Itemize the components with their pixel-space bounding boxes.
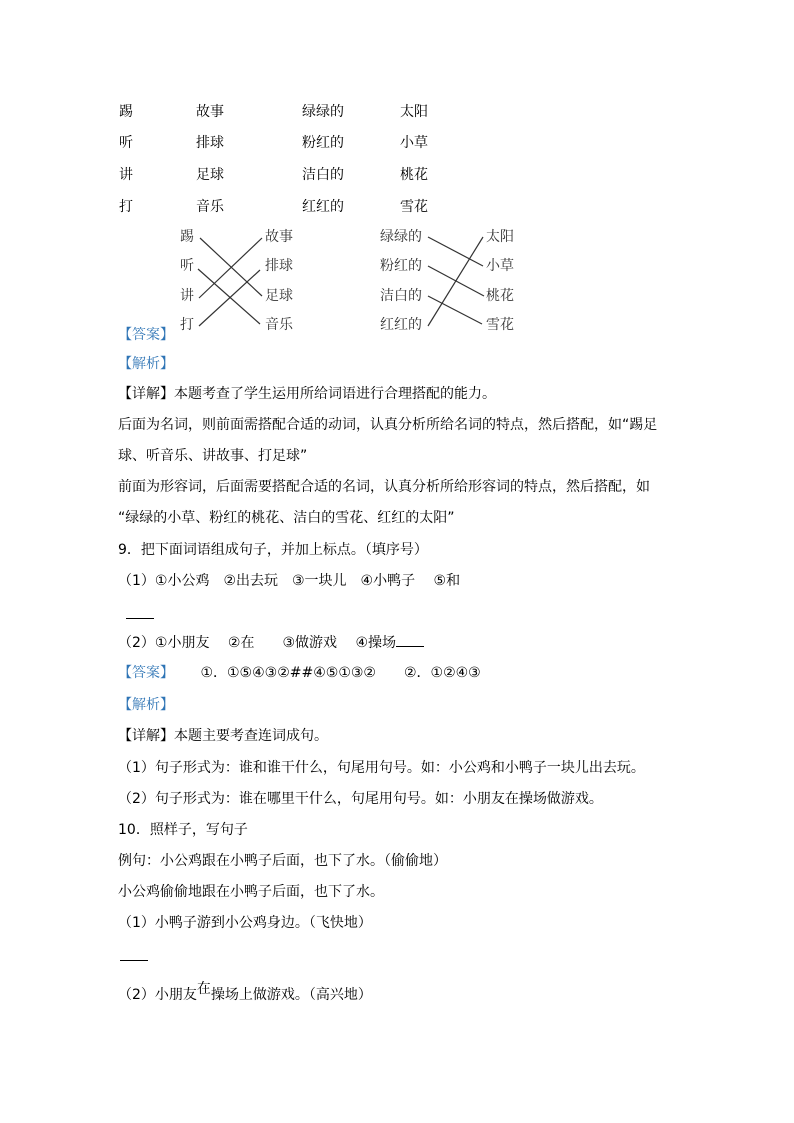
- q8-para2-line1: 前面为形容词，后面需要搭配合适的名词，认真分析所给形容词的特点，然后搭配，如: [118, 479, 650, 495]
- q9-item2-blank[interactable]: [396, 634, 424, 647]
- q10-item2-a: （2）小朋友: [118, 987, 197, 1003]
- diagram-verb-3: 讲: [180, 288, 194, 304]
- verb-3: 讲: [119, 167, 133, 183]
- q10-item2-raised: 在: [196, 981, 211, 997]
- diagram-noun-4: 音乐: [265, 317, 293, 333]
- diagram-noun-1: 故事: [265, 229, 293, 245]
- q10-item1: （1）小鸭子游到小公鸡身边。（飞快地）: [118, 915, 372, 931]
- diagram-adjective-3: 洁白的: [380, 288, 422, 304]
- adjective-3: 洁白的: [302, 167, 344, 183]
- q8-detail-text: 本题考查了学生运用所给词语进行合理搭配的能力。: [174, 386, 496, 402]
- adjective-2: 粉红的: [302, 135, 344, 151]
- q9-item1-blank[interactable]: [126, 606, 154, 624]
- diagram-noun2-3: 桃花: [486, 288, 514, 304]
- q8-para1-line1: 后面为名词，则前面需搭配合适的动词，认真分析所给名词的特点，然后搭配，如“踢足: [118, 417, 658, 433]
- q9-item2: [118, 634, 424, 652]
- noun2-2: 小草: [400, 135, 428, 151]
- diagram-noun-2: 排球: [265, 258, 293, 274]
- verb-4: 打: [119, 199, 133, 215]
- q9-detail-text: 本题主要考查连词成句。: [174, 728, 328, 744]
- q8-detail: [118, 385, 496, 403]
- q9-item2-text: （2）①小朋友 ②在 ③做游戏 ④操场: [118, 635, 397, 651]
- q9-answer-text: ①．①⑤④③②##④⑤①③② ②．①②④③: [200, 665, 481, 681]
- noun1-2: 排球: [196, 135, 224, 151]
- q9-answer-row: [118, 664, 481, 682]
- q10-item1-blank[interactable]: [120, 948, 148, 966]
- analysis-label: 【解析】: [118, 697, 174, 713]
- q9-explain2: （2）句子形式为：谁在哪里干什么，句尾用句号。如：小朋友在操场做游戏。: [118, 791, 603, 807]
- q10-example: 例句：小公鸡跟在小鸭子后面，也下了水。（偷偷地）: [118, 853, 447, 869]
- detail-label: 【详解】: [118, 386, 174, 402]
- answer-label: 【答案】: [118, 327, 174, 343]
- diagram-noun2-4: 雪花: [486, 317, 514, 333]
- q9-detail: [118, 727, 328, 745]
- q10-example-answer: 小公鸡偷偷地跟在小鸭子后面，也下了水。: [118, 884, 384, 900]
- adjective-1: 绿绿的: [302, 104, 344, 120]
- noun1-1: 故事: [196, 104, 224, 120]
- adjective-4: 红红的: [302, 199, 344, 215]
- diagram-adjective-2: 粉红的: [380, 258, 422, 274]
- q9-item1: （1）①小公鸡 ②出去玩 ③一块儿 ④小鸭子 ⑤和: [118, 573, 461, 589]
- diagram-noun-3: 足球: [265, 288, 293, 304]
- verb-1: 踢: [119, 104, 133, 120]
- noun1-4: 音乐: [196, 199, 224, 215]
- noun2-1: 太阳: [400, 104, 428, 120]
- analysis-label: 【解析】: [118, 356, 174, 372]
- diagram-noun2-1: 太阳: [486, 229, 514, 245]
- noun2-4: 雪花: [400, 199, 428, 215]
- q8-para1-line2: 球、听音乐、讲故事、打足球”: [118, 448, 308, 464]
- q10-item2-b: 操场上做游戏。（高兴地）: [210, 987, 372, 1003]
- q9-title: 9．把下面词语组成句子，并加上标点。（填序号）: [118, 542, 428, 558]
- diagram-verb-1: 踢: [180, 229, 194, 245]
- detail-label: 【详解】: [118, 728, 174, 744]
- diagram-adjective-1: 绿绿的: [380, 229, 422, 245]
- noun1-3: 足球: [196, 167, 224, 183]
- q10-item2: [118, 981, 372, 1004]
- diagram-verb-4: 打: [180, 317, 194, 333]
- q8-para2-line2: “绿绿的小草、粉红的桃花、洁白的雪花、红红的太阳”: [118, 510, 455, 526]
- answer-label: 【答案】: [118, 665, 174, 681]
- q9-explain1: （1）句子形式为：谁和谁干什么，句尾用句号。如：小公鸡和小鸭子一块儿出去玩。: [118, 760, 645, 776]
- noun2-3: 桃花: [400, 167, 428, 183]
- diagram-verb-2: 听: [180, 258, 194, 274]
- diagram-noun2-2: 小草: [486, 258, 514, 274]
- verb-2: 听: [119, 135, 133, 151]
- diagram-adjective-4: 红红的: [380, 317, 422, 333]
- q10-title: 10．照样子，写句子: [118, 822, 248, 838]
